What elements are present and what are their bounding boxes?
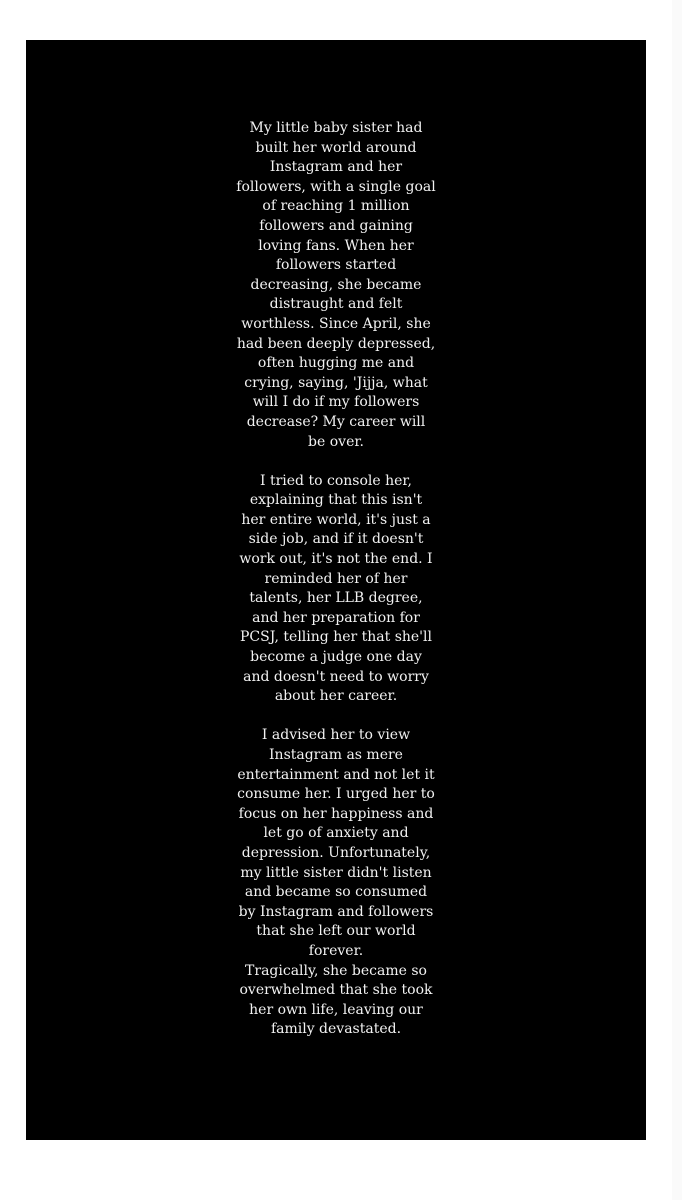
story-text-block xyxy=(236,119,436,1040)
story-paragraph-3: I advised her to view Instagram as mere entertainment and not let it consume her. I urged her to focus on her happiness and let go of anxiety and depression. Unfortunately, my little sister didn't listen and became so consumed by Instagram and followers that she left our world forever. xyxy=(237,727,435,959)
story-paragraph-1: My little baby sister had built her world around Instagram and her followers, with a single goal of reaching 1 million followers and gaining loving fans. When her followers started decreasing, she became distraught and felt worthless. Since April, she had been deeply depressed, often hugging me and crying, saying, 'Jijja, what will I do if my followers decrease? My career will be over. xyxy=(236,120,436,450)
story-paragraph-2: I tried to console her, explaining that this isn't her entire world, it's just a side job, and if it doesn't work out, it's not the end. I reminded her of her talents, her LLB degree, and her preparation for PCSJ, telling her that she'll become a judge one day and doesn't need to worry about her career. xyxy=(239,472,433,705)
right-edge-strip xyxy=(672,0,682,1200)
story-paragraph-4: Tragically, she became so overwhelmed that she took her own life, leaving our family devastated. xyxy=(239,962,433,1038)
story-panel[interactable] xyxy=(26,40,646,1140)
